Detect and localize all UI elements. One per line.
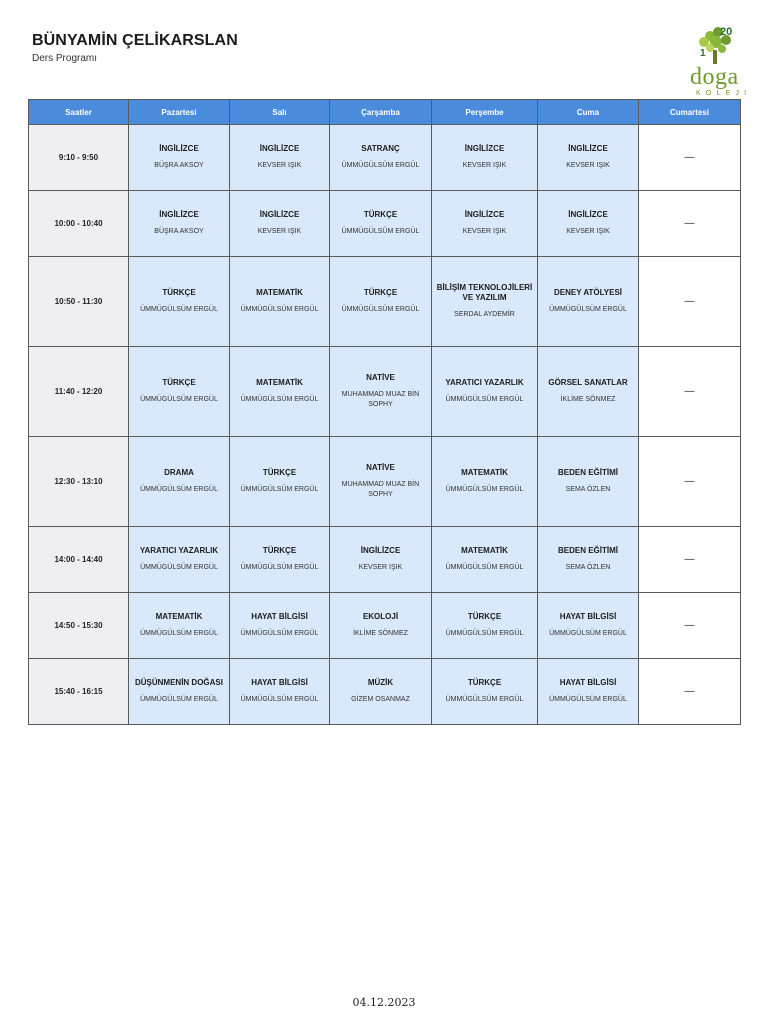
lesson-cell (230, 658, 330, 724)
course-name: TÜRKÇE (262, 545, 297, 555)
column-header-friday: Cuma (538, 100, 639, 125)
course-name: HAYAT BİLGİSİ (251, 611, 308, 621)
column-header-monday: Pazartesi (129, 100, 230, 125)
teacher-name: ÜMMÜGÜLSÜM ERGÜL (240, 485, 319, 493)
table-row (29, 191, 741, 257)
lesson-cell (538, 658, 639, 724)
lesson-cell (432, 592, 538, 658)
course-name: MATEMATİK (256, 288, 303, 298)
course-name: İNGİLİZCE (159, 210, 199, 220)
table-row (29, 436, 741, 526)
teacher-name: BÜŞRA AKSOY (154, 228, 204, 236)
course-name: MATEMATİK (461, 545, 508, 555)
column-header-time: Saatler (29, 100, 129, 125)
course-name: BEDEN EĞİTİMİ (557, 545, 618, 555)
time-cell: 9:10 - 9:50 (29, 125, 129, 191)
teacher-name: İKLİME SÖNMEZ (560, 395, 616, 403)
course-name: EKOLOJİ (362, 611, 399, 621)
course-name: NATİVE (366, 372, 395, 382)
course-name: HAYAT BİLGİSİ (559, 611, 617, 621)
time-cell: 10:50 - 11:30 (29, 257, 129, 347)
course-name: TÜRKÇE (162, 288, 196, 298)
course-name: MATEMATİK (256, 377, 303, 387)
lesson-cell (432, 436, 538, 526)
course-name: İNGİLİZCE (464, 210, 505, 220)
table-row (29, 347, 741, 437)
teacher-name: GİZEM OSANMAZ (351, 695, 410, 703)
teacher-name: ÜMMÜGÜLSÜM ERGÜL (240, 629, 319, 637)
teacher-name: KEVSER IŞIK (257, 162, 302, 170)
lesson-cell (432, 125, 538, 191)
course-name: NATİVE (366, 462, 395, 472)
course-name: DENEY ATÖLYESİ (553, 288, 623, 298)
teacher-name: ÜMMÜGÜLSÜM ERGÜL (445, 563, 524, 571)
course-name: İNGİLİZCE (259, 144, 300, 154)
lesson-cell (432, 257, 538, 347)
time-cell: 14:00 - 14:40 (29, 526, 129, 592)
course-name: HAYAT BİLGİSİ (559, 677, 617, 687)
teacher-name: ÜMMÜGÜLSÜM ERGÜL (341, 162, 420, 170)
teacher-name: MUHAMMAD MUAZ BİN SOPHY (341, 480, 420, 498)
lesson-cell (538, 257, 639, 347)
document-subtitle: Ders Programı (32, 53, 98, 64)
teacher-name: MUHAMMAD MUAZ BİN SOPHY (341, 390, 420, 408)
table-row (29, 125, 741, 191)
teacher-name: KEVSER IŞIK (257, 228, 302, 236)
course-name: MATEMATİK (461, 467, 508, 477)
teacher-name: İKLİME SÖNMEZ (353, 629, 408, 637)
time-cell: 15:40 - 16:15 (29, 658, 129, 724)
course-name: BEDEN EĞİTİMİ (557, 467, 618, 477)
course-name: TÜRKÇE (162, 377, 196, 387)
lesson-cell (230, 191, 330, 257)
lesson-cell (432, 526, 538, 592)
teacher-name: ÜMMÜGÜLSÜM ERGÜL (549, 629, 627, 637)
table-row (29, 257, 741, 347)
course-name: MÜZİK (367, 677, 394, 687)
course-name: İNGİLİZCE (568, 210, 608, 220)
empty-cell: — (639, 257, 741, 347)
lesson-cell (330, 526, 432, 592)
teacher-name: ÜMMÜGÜLSÜM ERGÜL (445, 629, 524, 637)
course-name: İNGİLİZCE (159, 144, 199, 154)
lesson-cell (129, 658, 230, 724)
lesson-cell (230, 347, 330, 437)
time-cell: 14:50 - 15:30 (29, 592, 129, 658)
teacher-name: ÜMMÜGÜLSÜM ERGÜL (445, 695, 524, 703)
teacher-name: ÜMMÜGÜLSÜM ERGÜL (341, 306, 420, 314)
course-name: HAYAT BİLGİSİ (251, 677, 308, 687)
teacher-name: ÜMMÜGÜLSÜM ERGÜL (140, 306, 218, 314)
course-name: GÖRSEL SANATLAR (548, 377, 628, 387)
teacher-name: ÜMMÜGÜLSÜM ERGÜL (140, 485, 218, 493)
teacher-name: KEVSER IŞIK (462, 162, 507, 170)
column-header-wednesday: Çarşamba (330, 100, 432, 125)
lesson-cell (432, 191, 538, 257)
school-logo (688, 24, 752, 102)
time-cell: 10:00 - 10:40 (29, 191, 129, 257)
schedule-table (28, 99, 741, 725)
lesson-cell (538, 347, 639, 437)
lesson-cell (129, 526, 230, 592)
empty-cell: — (639, 526, 741, 592)
logo-number-top: 20 (720, 26, 733, 38)
teacher-name: ÜMMÜGÜLSÜM ERGÜL (341, 228, 420, 236)
lesson-cell (230, 125, 330, 191)
teacher-name: ÜMMÜGÜLSÜM ERGÜL (240, 395, 319, 403)
time-cell: 12:30 - 13:10 (29, 436, 129, 526)
column-header-tuesday: Salı (230, 100, 330, 125)
lesson-cell (432, 658, 538, 724)
empty-cell: — (639, 658, 741, 724)
course-name: TÜRKÇE (467, 611, 502, 621)
logo-number-side: 1 (700, 48, 706, 59)
course-name: MATEMATİK (155, 611, 203, 621)
course-name: İNGİLİZCE (464, 144, 505, 154)
table-row (29, 658, 741, 724)
empty-cell: — (639, 347, 741, 437)
lesson-cell (330, 436, 432, 526)
logo-wordmark: doga (690, 64, 739, 90)
table-row (29, 592, 741, 658)
table-row (29, 526, 741, 592)
page-header (32, 32, 238, 64)
lesson-cell (129, 125, 230, 191)
lesson-cell (129, 436, 230, 526)
empty-cell: — (639, 125, 741, 191)
teacher-name: KEVSER IŞIK (566, 162, 610, 170)
course-name: TÜRKÇE (262, 467, 297, 477)
tree-icon (688, 24, 748, 68)
teacher-name: BÜŞRA AKSOY (154, 162, 204, 170)
teacher-name: SERDAL AYDEMİR (454, 311, 515, 319)
course-name: YARATICI YAZARLIK (445, 377, 524, 387)
lesson-cell (330, 125, 432, 191)
lesson-cell (538, 436, 639, 526)
lesson-cell (129, 592, 230, 658)
course-name: İNGİLİZCE (568, 144, 608, 154)
lesson-cell (230, 592, 330, 658)
lesson-cell (538, 526, 639, 592)
lesson-cell (129, 191, 230, 257)
lesson-cell (330, 257, 432, 347)
teacher-name: ÜMMÜGÜLSÜM ERGÜL (240, 306, 319, 314)
teacher-name: KEVSER IŞIK (358, 563, 403, 571)
lesson-cell (230, 257, 330, 347)
lesson-cell (129, 257, 230, 347)
teacher-name: ÜMMÜGÜLSÜM ERGÜL (140, 395, 218, 403)
lesson-cell (432, 347, 538, 437)
teacher-name: ÜMMÜGÜLSÜM ERGÜL (549, 695, 627, 703)
teacher-name: ÜMMÜGÜLSÜM ERGÜL (445, 395, 524, 403)
empty-cell: — (639, 436, 741, 526)
teacher-name: ÜMMÜGÜLSÜM ERGÜL (240, 563, 319, 571)
table-header-row (29, 100, 741, 125)
lesson-cell (330, 191, 432, 257)
teacher-name: KEVSER IŞIK (462, 228, 507, 236)
teacher-name: SEMA ÖZLEN (565, 563, 611, 571)
lesson-cell (230, 526, 330, 592)
lesson-cell (230, 436, 330, 526)
lesson-cell (538, 125, 639, 191)
course-name: İNGİLİZCE (360, 545, 401, 555)
column-header-saturday: Cumartesi (639, 100, 741, 125)
course-name: TÜRKÇE (363, 210, 398, 220)
teacher-name: ÜMMÜGÜLSÜM ERGÜL (140, 563, 218, 571)
teacher-name: SEMA ÖZLEN (565, 485, 611, 493)
course-name: İNGİLİZCE (259, 210, 300, 220)
lesson-cell (330, 658, 432, 724)
empty-cell: — (639, 592, 741, 658)
course-name: TÜRKÇE (363, 288, 398, 298)
teacher-name: KEVSER IŞIK (566, 228, 610, 236)
print-date: 04.12.2023 (352, 996, 416, 1009)
course-name: TÜRKÇE (467, 677, 502, 687)
lesson-cell (330, 592, 432, 658)
teacher-name: ÜMMÜGÜLSÜM ERGÜL (240, 695, 319, 703)
column-header-thursday: Perşembe (432, 100, 538, 125)
empty-cell: — (639, 191, 741, 257)
lesson-cell (330, 347, 432, 437)
course-name: BİLİŞİM TEKNOLOJİLERİ VE YAZILIM (436, 283, 533, 303)
lesson-cell (538, 592, 639, 658)
student-name: BÜNYAMİN ÇELİKARSLAN (32, 32, 238, 49)
teacher-name: ÜMMÜGÜLSÜM ERGÜL (140, 629, 218, 637)
logo-subtitle: KOLEJI (696, 90, 752, 97)
lesson-cell (538, 191, 639, 257)
teacher-name: ÜMMÜGÜLSÜM ERGÜL (140, 695, 218, 703)
lesson-cell (129, 347, 230, 437)
teacher-name: ÜMMÜGÜLSÜM ERGÜL (445, 485, 524, 493)
course-name: DÜŞÜNMENİN DOĞASI (134, 677, 223, 687)
course-name: YARATICI YAZARLIK (139, 545, 219, 555)
course-name: SATRANÇ (361, 144, 400, 154)
time-cell: 11:40 - 12:20 (29, 347, 129, 437)
teacher-name: ÜMMÜGÜLSÜM ERGÜL (549, 306, 627, 314)
course-name: DRAMA (164, 467, 194, 477)
